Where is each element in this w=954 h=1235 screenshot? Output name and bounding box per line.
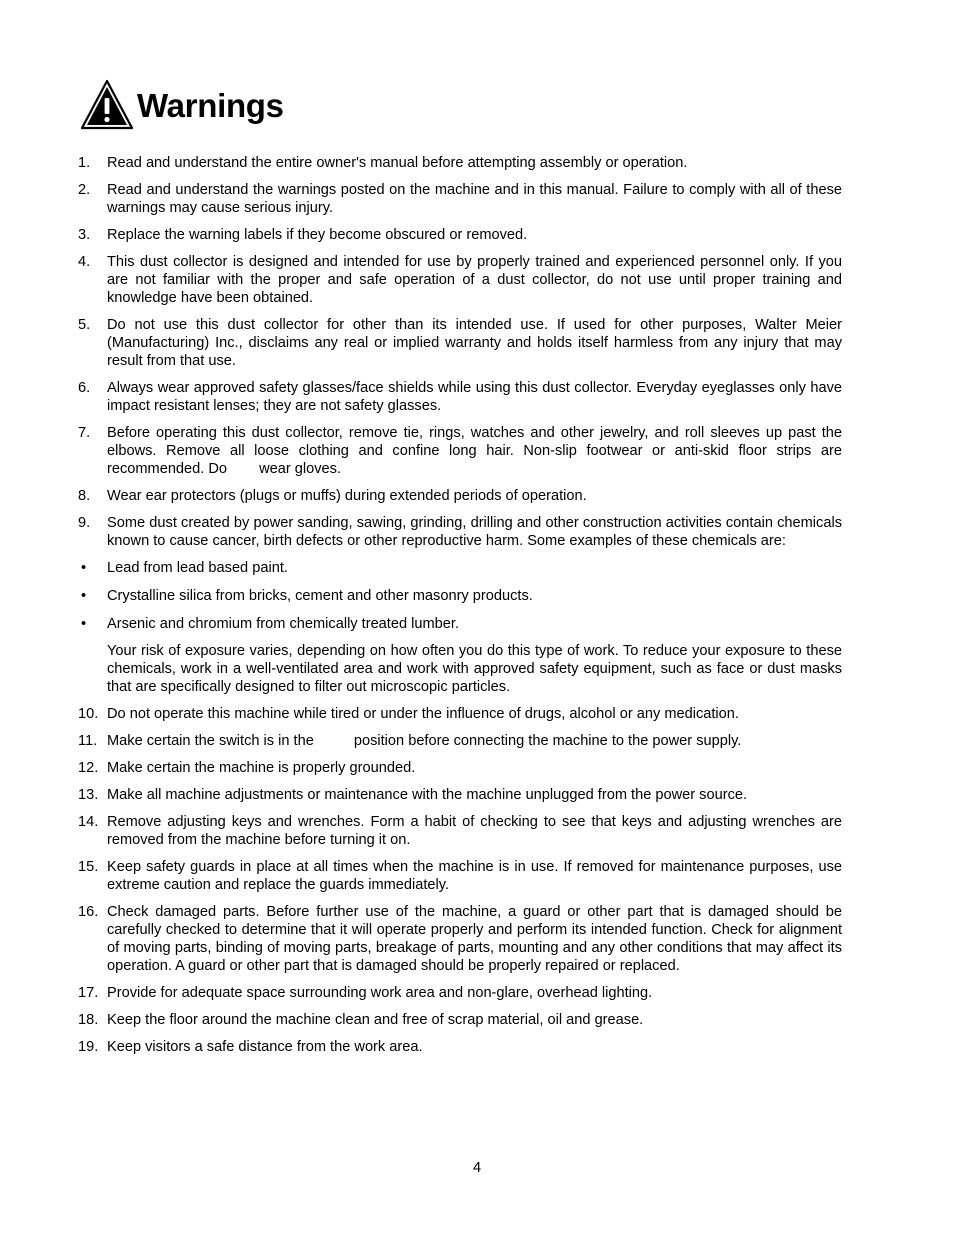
item-text: Read and understand the warnings posted on the machine and in this manual. Failure to comply with all of these warnings may cause serious injury. bbox=[107, 182, 842, 216]
item-text: Make certain the machine is properly grounded. bbox=[107, 760, 416, 776]
list-item bbox=[78, 379, 842, 415]
list-item bbox=[78, 1038, 842, 1056]
list-item bbox=[78, 759, 842, 777]
item-number: 3. bbox=[78, 227, 91, 243]
item-text: Keep the floor around the machine clean and free of scrap material, oil and grease. bbox=[107, 1012, 644, 1028]
list-item bbox=[78, 984, 842, 1002]
item-number: 15. bbox=[78, 859, 99, 875]
item-number: 7. bbox=[78, 425, 91, 441]
warning-triangle-icon bbox=[80, 79, 134, 131]
item-text-part: Make certain the switch is in the bbox=[107, 733, 314, 749]
item-number: 1. bbox=[78, 155, 91, 171]
item-number: 8. bbox=[78, 488, 91, 504]
item-text-part: Before operating this dust collector, remove tie, rings, watches and other jewelry, and roll sleeves up past the elbows. Remove all loose clothing and confine long hair. Non-slip footwear or anti-skid floor strips are recommended. Do bbox=[107, 425, 842, 477]
list-item bbox=[78, 253, 842, 307]
item-text: Provide for adequate space surrounding work area and non-glare, overhead lighting. bbox=[107, 985, 653, 1001]
item-text: Check damaged parts. Before further use of the machine, a guard or other part that is damaged should be carefully checked to determine that it will operate properly and perform its intended function. Check for alignment of moving parts, binding of moving parts, breakage of parts, mounting and any other conditions that may affect its operation. A guard or other part that is damaged should be properly repaired or replaced. bbox=[107, 904, 842, 974]
list-item bbox=[78, 514, 842, 550]
warnings-list bbox=[78, 154, 842, 1065]
item-number: 17. bbox=[78, 985, 99, 1001]
bullet-item bbox=[78, 587, 842, 605]
item-number: 10. bbox=[78, 706, 99, 722]
exposure-paragraph: Your risk of exposure varies, depending on how often you do this type of work. To reduce your exposure to these chemicals, work in a well-ventilated area and work with approved safety equipment, such as face or dust masks that are specifically designed to filter out microscopic particles. bbox=[107, 643, 842, 695]
item-text: Arsenic and chromium from chemically treated lumber. bbox=[107, 616, 460, 632]
item-number: 12. bbox=[78, 760, 99, 776]
bullet-glyph: • bbox=[81, 560, 87, 576]
item-number: 9. bbox=[78, 515, 91, 531]
list-item bbox=[78, 786, 842, 804]
item-number: 18. bbox=[78, 1012, 99, 1028]
item-text: Replace the warning labels if they become obscured or removed. bbox=[107, 227, 528, 243]
item-number: 16. bbox=[78, 904, 99, 920]
item-number: 19. bbox=[78, 1039, 99, 1055]
page-number: 4 bbox=[472, 1160, 482, 1176]
item-text: Keep visitors a safe distance from the work area. bbox=[107, 1039, 423, 1055]
list-item bbox=[78, 1011, 842, 1029]
item-text: Lead from lead based paint. bbox=[107, 560, 288, 576]
bullet-item bbox=[78, 615, 842, 633]
item-text: Wear ear protectors (plugs or muffs) during extended periods of operation. bbox=[107, 488, 587, 504]
item-number: 5. bbox=[78, 317, 91, 333]
item-text bbox=[107, 424, 842, 478]
page-title: Warnings bbox=[137, 86, 284, 124]
item-number: 11. bbox=[78, 733, 98, 749]
list-item bbox=[78, 903, 842, 975]
bullet-glyph: • bbox=[81, 616, 87, 632]
item-text: Always wear approved safety glasses/face shields while using this dust collector. Everyday eyeglasses only have impact resistant lenses; they are not safety glasses. bbox=[107, 380, 842, 414]
list-item bbox=[78, 316, 842, 370]
item-text: Crystalline silica from bricks, cement and other masonry products. bbox=[107, 588, 533, 604]
list-item bbox=[78, 226, 842, 244]
item-text: Keep safety guards in place at all times when the machine is in use. If removed for maintenance purposes, use extreme caution and replace the guards immediately. bbox=[107, 859, 842, 893]
item-text: Make all machine adjustments or maintenance with the machine unplugged from the power source. bbox=[107, 787, 748, 803]
list-item bbox=[78, 424, 842, 478]
list-item bbox=[78, 858, 842, 894]
item-text-part: wear gloves. bbox=[259, 461, 341, 477]
item-number: 6. bbox=[78, 380, 91, 396]
item-text: Do not use this dust collector for other than its intended use. If used for other purposes, Walter Meier (Manufacturing) Inc., disclaims any real or implied warranty and holds itself harmless from any injury that may result from that use. bbox=[107, 317, 842, 369]
item-text: This dust collector is designed and intended for use by properly trained and experienced personnel only. If you are not familiar with the proper and safe operation of a dust collector, do not use until proper training and knowledge have been obtained. bbox=[107, 254, 842, 306]
bullet-glyph: • bbox=[81, 588, 87, 604]
page-header bbox=[80, 78, 284, 132]
bullet-item bbox=[78, 559, 842, 577]
item-text: Do not operate this machine while tired or under the influence of drugs, alcohol or any medication. bbox=[107, 706, 739, 722]
item-text: Some dust created by power sanding, sawing, grinding, drilling and other construction activities contain chemicals known to cause cancer, birth defects or other reproductive harm. Some examples of these chemicals are: bbox=[107, 515, 842, 549]
item-text-part: position before connecting the machine to the power supply. bbox=[353, 733, 742, 749]
item-number: 2. bbox=[78, 182, 91, 198]
item-text bbox=[107, 732, 842, 750]
item-text: Remove adjusting keys and wrenches. Form a habit of checking to see that keys and adjusting wrenches are removed from the machine before turning it on. bbox=[107, 814, 842, 848]
list-item bbox=[78, 181, 842, 217]
item-number: 4. bbox=[78, 254, 91, 270]
list-item bbox=[78, 154, 842, 172]
list-item bbox=[78, 487, 842, 505]
item-number: 13. bbox=[78, 787, 99, 803]
list-item bbox=[78, 705, 842, 723]
list-item bbox=[78, 813, 842, 849]
item-number: 14. bbox=[78, 814, 99, 830]
list-item bbox=[78, 732, 842, 750]
item-text: Read and understand the entire owner's manual before attempting assembly or operation. bbox=[107, 155, 688, 171]
